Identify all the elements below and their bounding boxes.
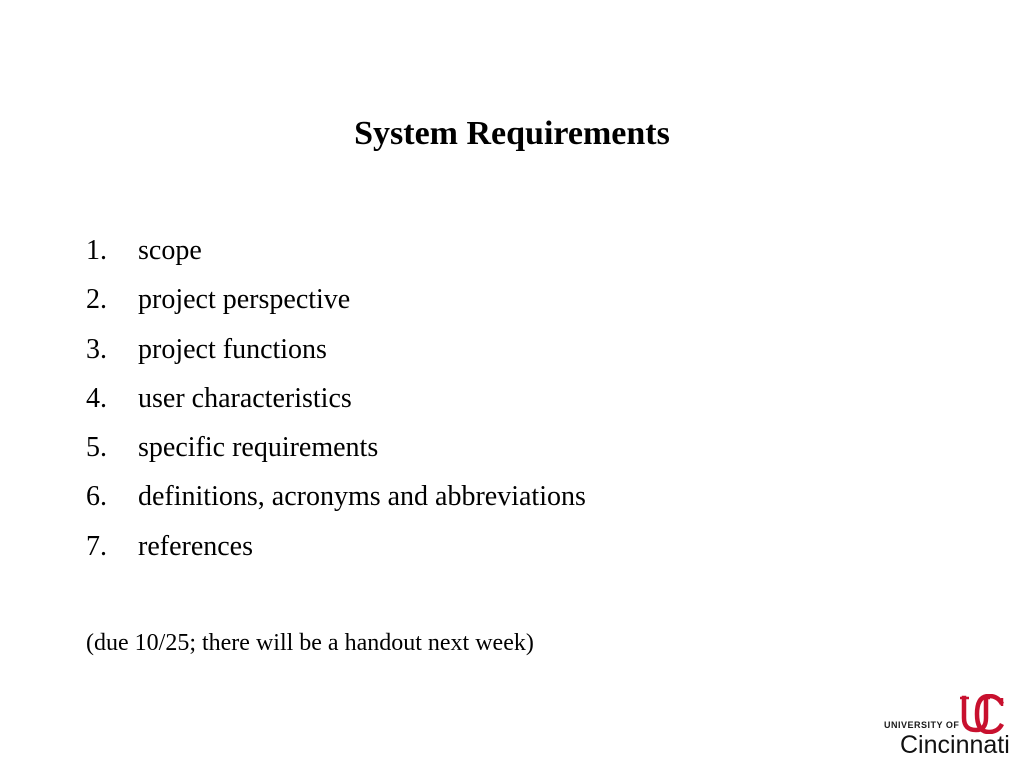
list-item	[86, 472, 586, 521]
list-item-text: user characteristics	[138, 382, 352, 414]
list-item-number: 6.	[86, 481, 107, 513]
logo-cincinnati: Cincinnati	[900, 731, 1010, 759]
list-item-text: references	[138, 530, 254, 562]
list-item	[86, 325, 586, 374]
list-item-number: 1.	[86, 235, 107, 266]
uc-monogram-icon	[958, 694, 1004, 734]
due-date-note: (due 10/25; there will be a handout next week)	[86, 630, 534, 656]
list-item	[86, 374, 586, 423]
list-item	[86, 275, 586, 324]
list-item	[86, 522, 586, 571]
list-item-number: 5.	[86, 432, 107, 464]
requirements-list	[86, 226, 586, 571]
slide-title: System Requirements	[354, 115, 670, 152]
list-item-text: definitions, acronyms and abbreviations	[138, 481, 586, 513]
university-logo	[878, 694, 1014, 760]
list-item-number: 7.	[86, 530, 107, 562]
list-item-number: 4.	[86, 382, 107, 414]
list-item-number: 2.	[86, 284, 107, 316]
list-item	[86, 226, 586, 275]
list-item-number: 3.	[86, 333, 107, 365]
list-item-text: specific requirements	[138, 432, 379, 464]
list-item-text: scope	[138, 235, 202, 266]
list-item	[86, 423, 586, 472]
list-item-text: project perspective	[138, 284, 351, 316]
list-item-text: project functions	[138, 333, 327, 365]
logo-university-of: UNIVERSITY OF	[884, 720, 960, 730]
